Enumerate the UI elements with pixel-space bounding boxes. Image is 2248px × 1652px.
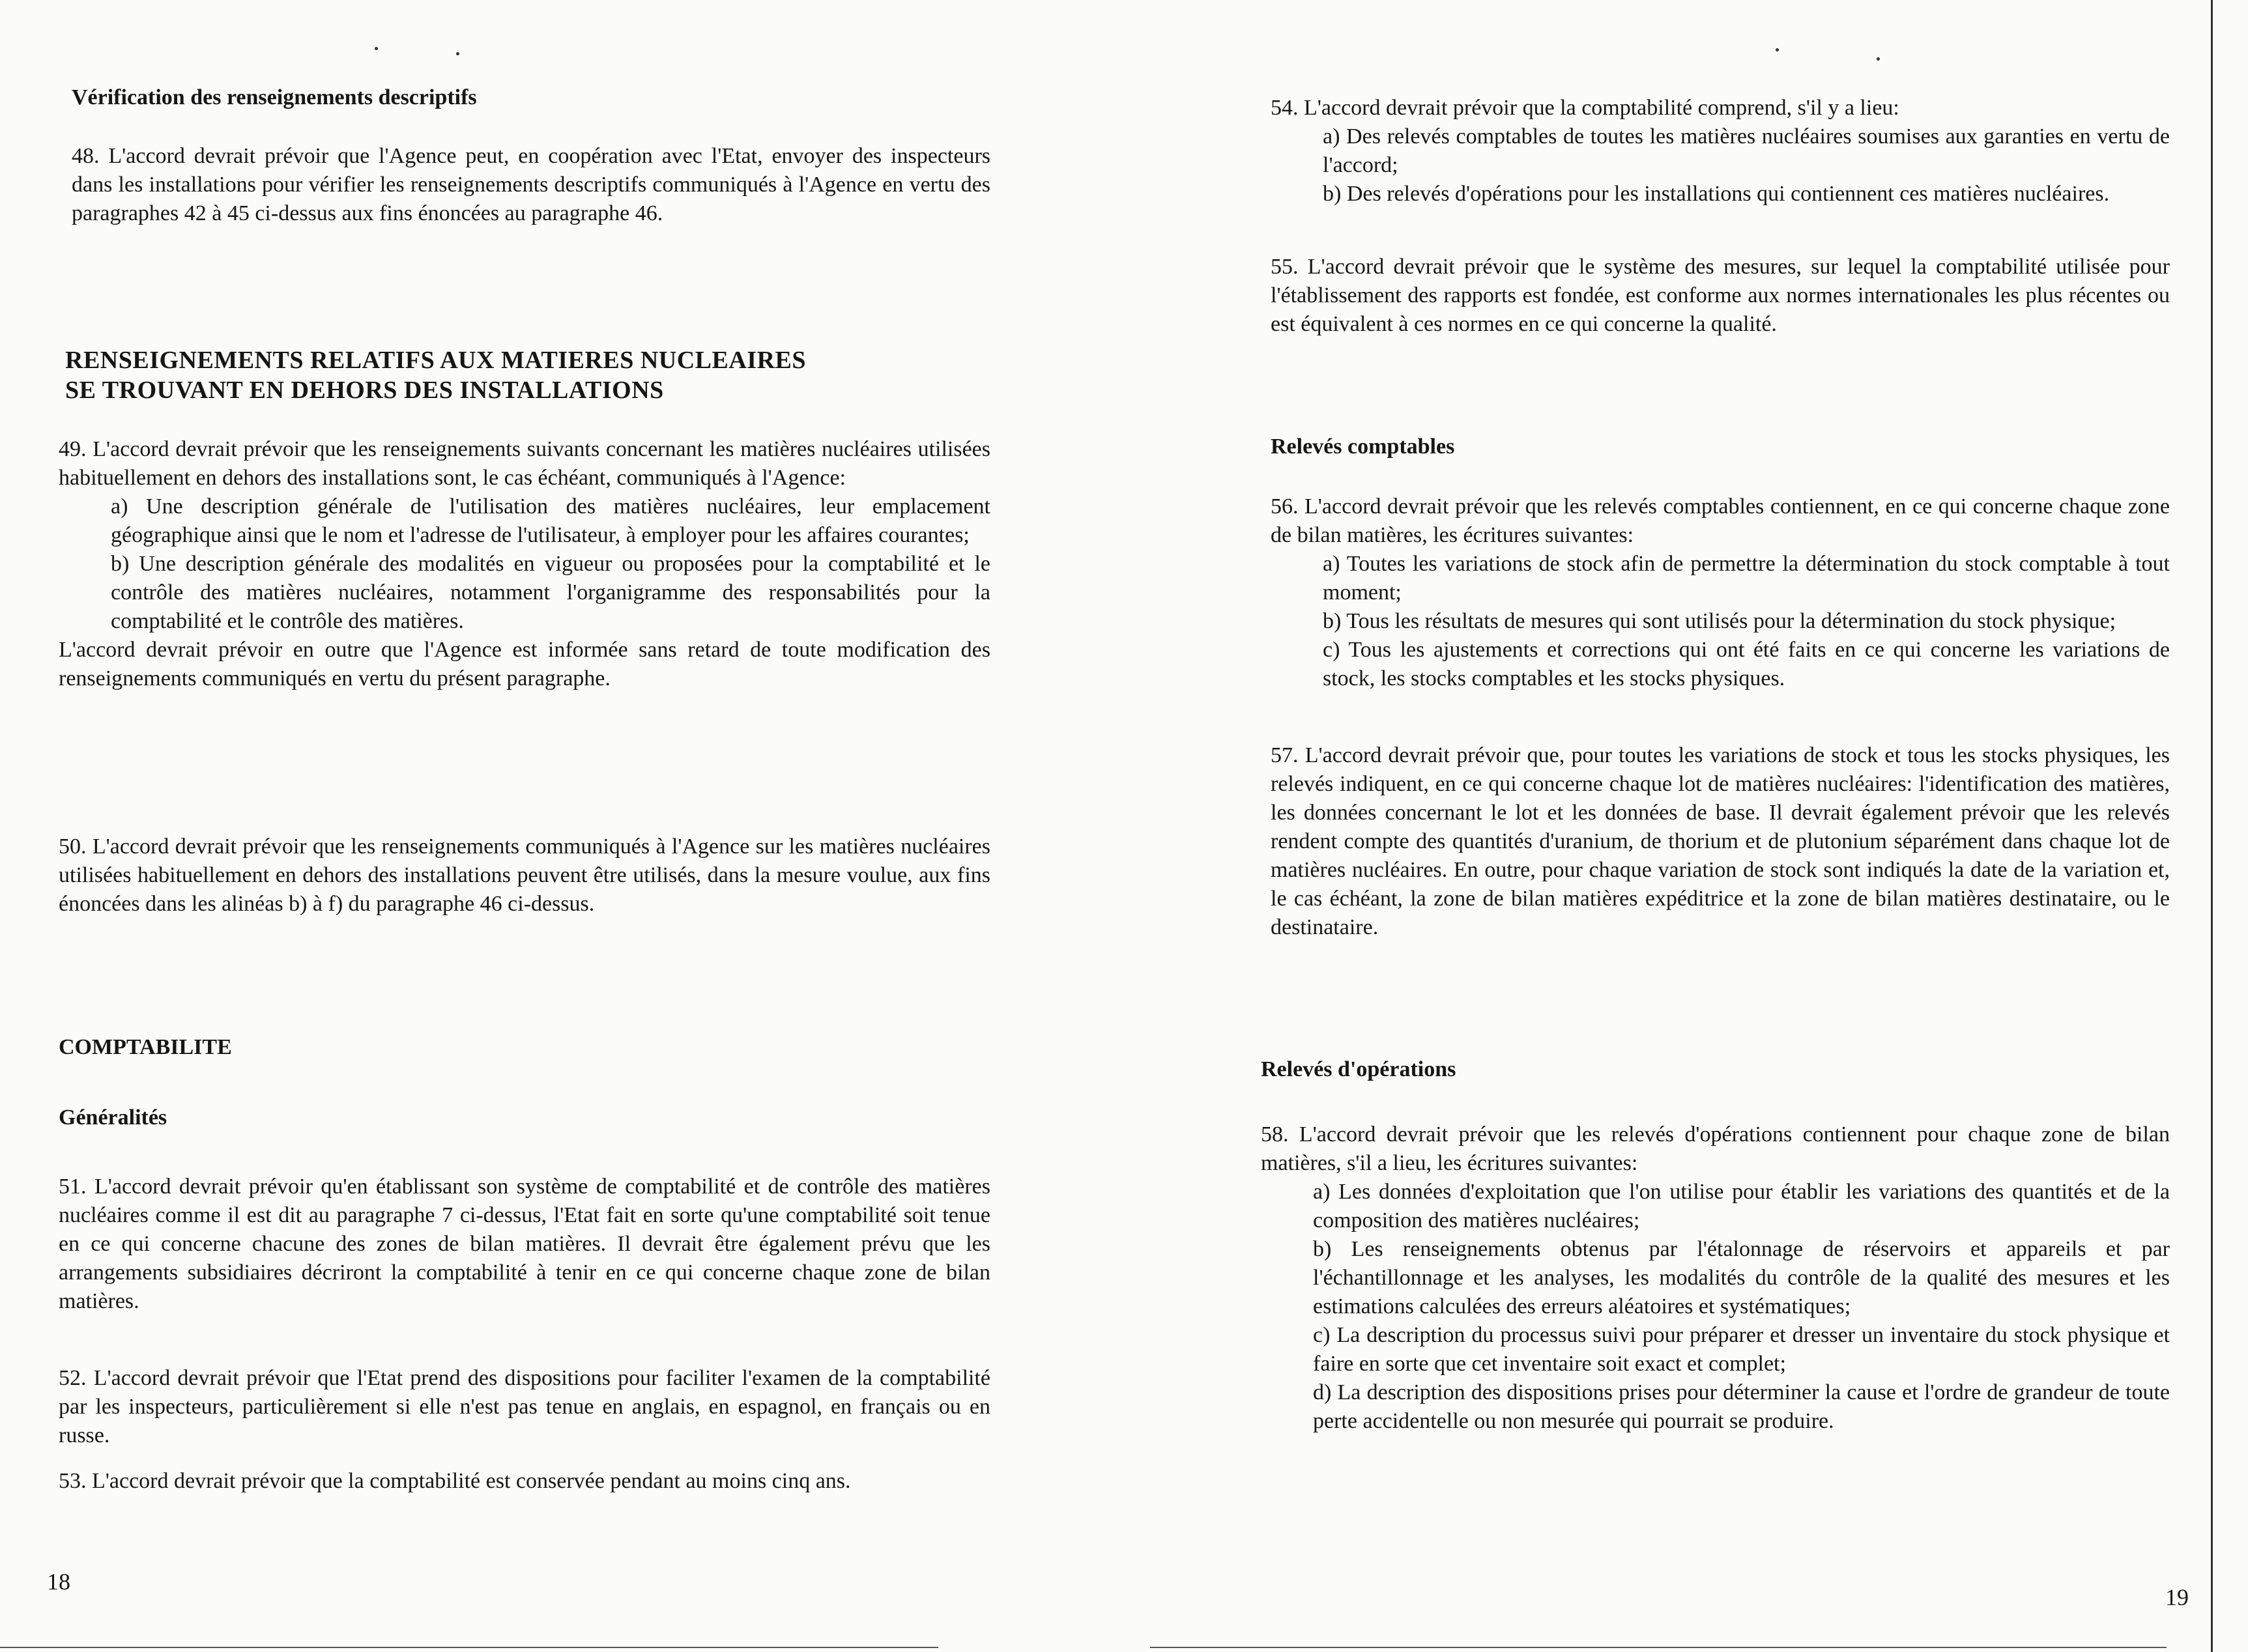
paragraph-48: 48. L'accord devrait prévoir que l'Agence peut, en coopération avec l'Etat, envoyer des inspecteurs dans les installations pour vérifier les renseignements descriptifs communiqués à l'Agence en vertu des paragraphes 42 à 45 ci-dessus aux fins énoncées au paragraphe 46. [72,144,990,225]
scan-speck [375,47,378,50]
paragraph-56-a: a) Toutes les variations de stock afin de permettre la détermination du stock comptable à tout moment; [1323,552,2170,605]
page-number-left: 18 [47,1569,70,1595]
paragraph-52: 52. L'accord devrait prévoir que l'Etat prend des dispositions pour faciliter l'examen de la comptabilité par les inspecteurs, particulièrement si elle n'est pas tenue en anglais, en espagnol, en français ou en russe. [59,1366,990,1447]
right-page [1124,0,2248,1652]
paragraph-58-a: a) Les données d'exploitation que l'on utilise pour établir les variations des quantités et de la composition des matières nucléaires; [1313,1180,2170,1232]
paragraph-50: 50. L'accord devrait prévoir que les renseignements communiqués à l'Agence sur les matières nucléaires utilisées habituellement en dehors des installations peuvent être utilisés, dans la mesure voulue, aux fins énoncées dans les alinéas b) à f) du paragraphe 46 ci-dessus. [59,834,990,916]
paragraph-56-intro: 56. L'accord devrait prévoir que les relevés comptables contiennent, en ce qui concerne chaque zone de bilan matières, les écritures suivantes: [1271,494,2170,547]
paragraph-49-end: L'accord devrait prévoir en outre que l'Agence est informée sans retard de toute modification des renseignements communiqués en vertu du présent paragraphe. [59,638,990,691]
bottom-edge-line [1150,1647,2167,1648]
paragraph-53: 53. L'accord devrait prévoir que la comptabilité est conservée pendant au moins cinq ans. [59,1469,851,1493]
paragraph-58-b: b) Les renseignements obtenus par l'étalonnage de réservoirs et appareils et par l'échantillonnage et les analyses, les modalités du contrôle de la qualité des mesures et les estimations calculées des erreurs aléatoires et systématiques; [1313,1237,2170,1318]
paragraph-58-intro: 58. L'accord devrait prévoir que les relevés d'opérations contiennent pour chaque zone de bilan matières, s'il a lieu, les écritures suivantes: [1261,1122,2170,1175]
paragraph-56-b: b) Tous les résultats de mesures qui sont utilisés pour la détermination du stock physique; [1323,609,2116,633]
heading-renseignements-line2: SE TROUVANT EN DEHORS DES INSTALLATIONS [65,377,664,404]
scan-speck [1877,57,1880,61]
paragraph-54-a: a) Des relevés comptables de toutes les matières nucléaires soumises aux garanties en vertu de l'accord; [1323,124,2170,177]
scan-speck [456,52,459,55]
page-number-right: 19 [2165,1584,2189,1610]
heading-comptabilite: COMPTABILITE [59,1035,232,1059]
paragraph-54-b: b) Des relevés d'opérations pour les installations qui contiennent ces matières nucléaires. [1323,182,2110,206]
heading-verification: Vérification des renseignements descriptifs [72,85,477,109]
heading-releves-comptables: Relevés comptables [1271,434,1455,459]
paragraph-56-c: c) Tous les ajustements et corrections qui ont été faits en ce qui concerne les variations de stock, les stocks comptables et les stocks physiques. [1323,638,2170,691]
scan-speck [1776,48,1779,51]
paragraph-58-d: d) La description des dispositions prises pour déterminer la cause et l'ordre de grandeur de toute perte accidentelle ou non mesurée qui pourrait se produire. [1313,1380,2170,1433]
heading-renseignements-line1: RENSEIGNEMENTS RELATIFS AUX MATIERES NUCLEAIRES [65,347,807,374]
paragraph-51: 51. L'accord devrait prévoir qu'en établissant son système de comptabilité et de contrôle des matières nucléaires comme il est dit au paragraphe 7 ci-dessus, l'Etat fait en sorte qu'une comptabilité soit tenue en ce qui concerne chacune des zones de bilan matières. Il devrait être également prévu que les arrangements subsidiaires décriront la comptabilité à tenir en ce qui concerne chaque zone de bilan matières. [59,1175,990,1313]
paragraph-55: 55. L'accord devrait prévoir que le système des mesures, sur lequel la comptabilité utilisée pour l'établissement des rapports est fondée, est conforme aux normes internationales les plus récentes ou est équivalent à ces normes en ce qui concerne la qualité. [1271,255,2170,336]
paragraph-49-intro: 49. L'accord devrait prévoir que les renseignements suivants concernant les matières nucléaires utilisées habituellement en dehors des installations sont, le cas échéant, communiqués à l'Agence: [59,437,990,490]
bottom-edge-line [0,1647,938,1648]
paragraph-49-b: b) Une description générale des modalités en vigueur ou proposées pour la comptabilité et le contrôle des matières nucléaires, notamment l'organigramme des responsabilités pour la comptabilité et le contrôle des matières. [111,552,990,633]
scan-edge-line [2211,0,2213,1652]
heading-generalites: Généralités [59,1105,167,1130]
paragraph-57: 57. L'accord devrait prévoir que, pour toutes les variations de stock et tous les stocks physiques, les relevés indiquent, en ce qui concerne chaque lot de matières nucléaires: l'identification des matières, les données concernant le lot et les données de base. Il devrait également prévoir que les relevés rendent compte des quantités d'uranium, de thorium et de plutonium séparément dans chaque lot de matières nucléaires. En outre, pour chaque variation de stock sont indiqués la date de la variation et, le cas échéant, la zone de bilan matières expéditrice et la zone de bilan matières destinataire, ou le destinataire. [1271,743,2170,939]
paragraph-54-intro: 54. L'accord devrait prévoir que la comptabilité comprend, s'il y a lieu: [1271,96,1899,120]
paragraph-49-a: a) Une description générale de l'utilisation des matières nucléaires, leur emplacement géographique ainsi que le nom et l'adresse de l'utilisateur, à employer pour les affaires courantes; [111,494,990,547]
heading-releves-operations: Relevés d'opérations [1261,1057,1456,1081]
paragraph-58-c: c) La description du processus suivi pour préparer et dresser un inventaire du stock physique et faire en sorte que cet inventaire soit exact et complet; [1313,1323,2170,1376]
